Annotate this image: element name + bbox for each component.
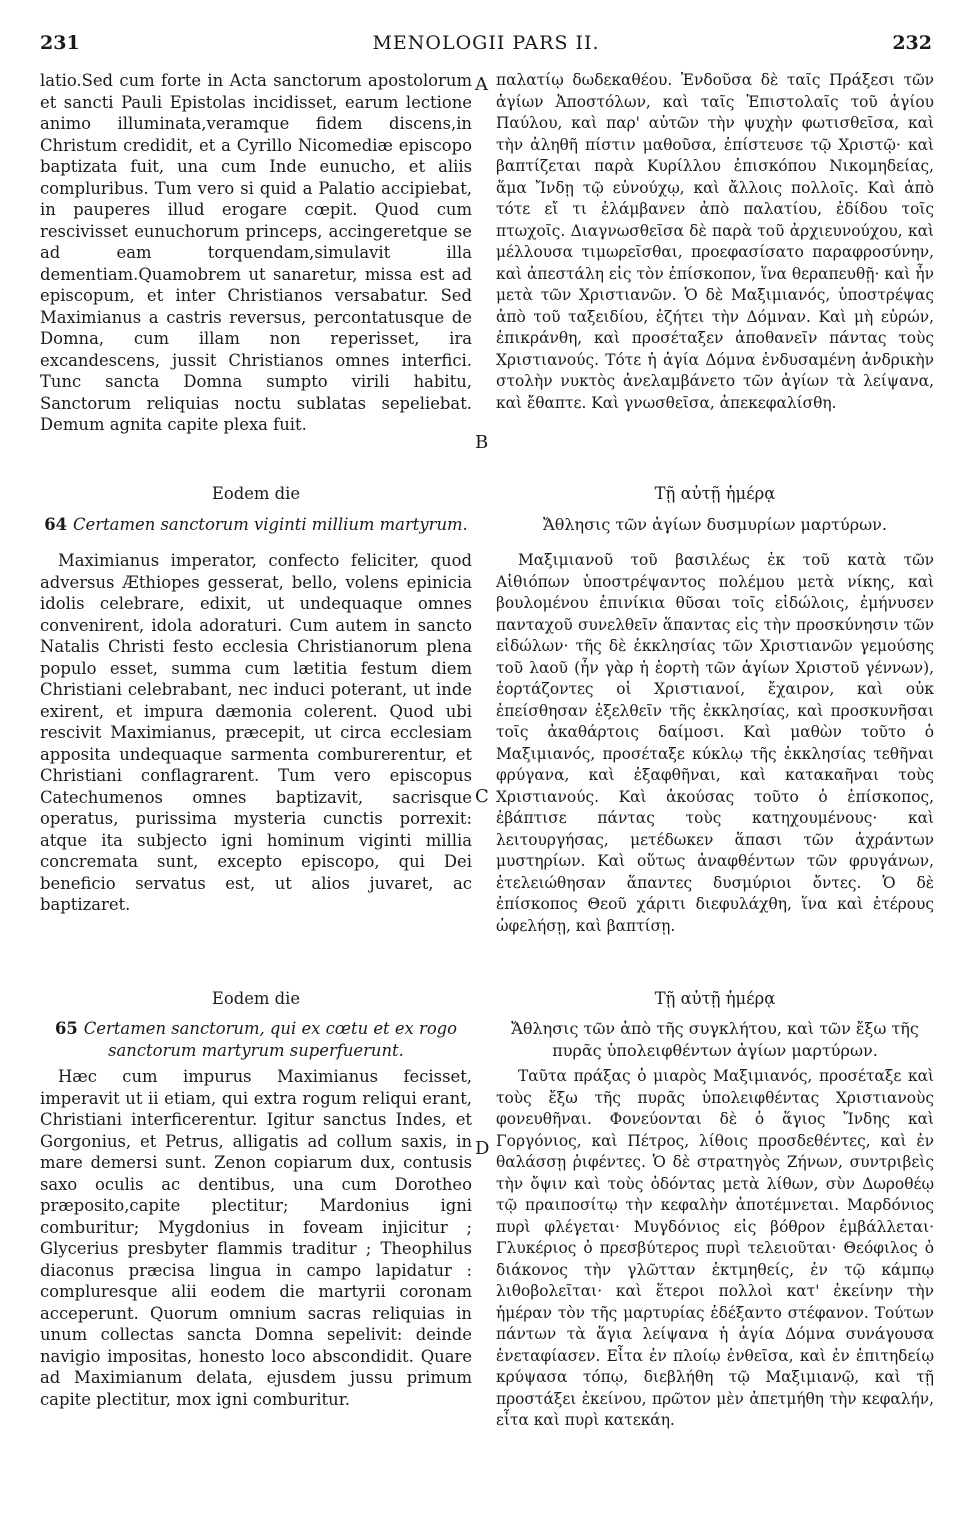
- page-title: MENOLOGII PARS II.: [372, 32, 600, 54]
- margin-marker-a: A: [475, 74, 488, 95]
- margin-marker-b: B: [475, 432, 489, 453]
- section2-heading-latin: [40, 483, 472, 505]
- section2-title-greek: [496, 514, 934, 536]
- page-number-left: 231: [40, 32, 80, 54]
- margin-marker-c: C: [475, 786, 489, 807]
- section1-latin: [40, 70, 472, 436]
- section2-latin-text: Maximianus imperator, confecto feliciter, quod adversus Æthiopes gesserat, bello, volens epinicia idolis celebrare, edixit, ut undequaque omnes convenirent, idola adoraturi. Cum autem in sancto Natalis Christi festo ecclesia Christianorum plena populo esset, summa cum lætitia festum diem Christiani celebrabant, nec induci poterant, ut inde exirent, et impura dæmonia colerent. Quod ubi rescivit Maximianus, præcepit, ut circa ecclesiam apposita undequaque sarmenta comburerentur, et Christiani conflagrarent. Tum vero episcopus Catechumenos omnes baptizavit, sacrisque operatus, purissima mysteria cunctis porrexit: atque ita subjecto igni hominum viginti millia concremata sunt, excepto episcopo, qui Dei beneficio servatus est, ut alios juvaret, ac baptizaret.: [40, 551, 472, 914]
- section2-heading-greek-text: Τῇ αὐτῇ ἡμέρᾳ: [654, 484, 776, 503]
- section3-heading-greek-text: Τῇ αὐτῇ ἡμέρᾳ: [654, 989, 776, 1008]
- section1-greek: [496, 70, 934, 414]
- section2-greek-text: Μαξιμιανοῦ τοῦ βασιλέως ἐκ τοῦ κατὰ τῶν Αἰθιόπων ὑποστρέψαντος πολέμου μετὰ νίκης, καὶ βουλομένου ἐπινίκια θῦσαι τοῖς εἰδώλοις, ἐμήνυσεν πανταχοῦ συνελθεῖν ἅπαντας εἰς τὴν προσκύνησιν τῶν εἰδώλων· τῆς δὲ ἐκκλησίας τῶν Χριστιανῶν γεμούσης τοῦ λαοῦ (ἦν γὰρ ἡ ἑορτὴ τῶν ἁγίων Χριστοῦ γέννων), ἑορτάζοντες οἱ Χριστιανοί, ἔχαιρον, καὶ οὐκ ἐπείσθησαν ἐξελθεῖν τῆς ἐκκλησίας, καὶ προσκυνῆσαι τοῖς ἀκαθάρτοις δαίμοσι. Καὶ μαθὼν τοῦτο ὁ Μαξιμιανός, προσέταξε κύκλῳ τῆς ἐκκλησίας τεθῆναι φρύγανα, καὶ ἐξαφθῆναι, καὶ κατακαῆναι τοὺς Χριστιανούς. Καὶ ἀκούσας τοῦτο ὁ ἐπίσκοπος, ἐβάπτισε πάντας τοὺς κατηχουμένους· καὶ λειτουργήσας, μετέδωκεν ἅπασι τῶν ἀχράντων μυστηρίων. Καὶ οὕτως ἀναφθέντων τῶν φρυγάνων, ἐτελειώθησαν ἅπαντες δυσμύριοι ὄντες. Ὁ δὲ ἐπίσκοπος Θεοῦ χάριτι διεφυλάχθη, ἵνα καὶ ἑτέρους ὠφελήσῃ, καὶ βαπτίσῃ.: [496, 551, 934, 935]
- section2-title-latin-text: Certamen sanctorum viginti millium martyrum.: [73, 515, 468, 534]
- section3-heading-latin: [40, 988, 472, 1010]
- section1-greek-text: παλατίῳ δωδεκαθέου. Ἐνδοῦσα δὲ ταῖς Πράξεσι τῶν ἁγίων Ἀποστόλων, καὶ ταῖς Ἐπιστολαῖς τοῦ ἁγίου Παύλου, καὶ παρ' αὐτῶν τὴν ψυχὴν φωτισθεῖσα, καὶ τὴν ἀληθῆ πίστιν μαθοῦσα, ἐπίστευσε τῷ Χριστῷ· καὶ βαπτίζεται παρὰ Κυρίλλου ἐπισκόπου Νικομηδείας, ἅμα Ἴνδῃ τῷ εὐνούχῳ, καὶ ἄλλοις πολλοῖς. Καὶ ἀπὸ τότε εἴ τι ἐλάμβανεν ἀπὸ παλατίου, ἐδίδου τοῖς πτωχοῖς. Διαγνωσθεῖσα δὲ παρὰ τοῦ ἀρχιευνούχου, καὶ μέλλουσα τιμωρεῖσθαι, προεφασίσατο παραφροσύνην, καὶ ἀπεστάλη εἰς τὸν ἐπίσκοπον, ἵνα θεραπευθῇ· καὶ ἦν μετὰ τῶν Χριστιανῶν. Ὁ δὲ Μαξιμιανός, ὑποστρέψας ἀπὸ τοῦ ταξειδίου, ἐζήτει τὴν Δόμναν. Καὶ μὴ εὑρών, ἐπικράνθη, καὶ προσέταξεν ἀποθανεῖν πάντας τοὺς Χριστιανούς. Τότε ἡ ἁγία Δόμνα ἐνδυσαμένη ἀνδρικὴν στολὴν νυκτὸς ἀνελαμβάνετο τῶν ἁγίων τὰ λείψανα, καὶ ἔθαπτε. Καὶ γνωσθεῖσα, ἀπεκεφαλίσθη.: [496, 71, 934, 412]
- section3-title-greek: [496, 1018, 934, 1062]
- section3-latin-text: Hæc cum impurus Maximianus fecisset, imperavit ut ii etiam, qui extra rogum reliqui erant, Christiani interficerentur. Igitur sanctus Indes, et Gorgonius, et Petrus, alligatis ad collum saxis, in mare demersi sunt. Zenon copiarum dux, contusis saxo oculis ac dentibus, una cum Dorotheo præposito,capite plectitur; Mardonius igni comburitur; Mygdonius in foveam injicitur ; Glycerius presbyter flammis traditur ; Theophilus diaconus præcisa lingua in campo lapidatur : compluresque alii eodem die martyrii coronam acceperunt. Quorum omnium sacras reliquias in unum collectas sancta Domna sepelivit: deinde navigio impositas, honesto loco abscondidit. Quare ad Maximianum delata, ejusdem jussu primum capite plectitur, mox igni comburitur.: [40, 1067, 472, 1409]
- section3-greek-text: Ταῦτα πράξας ὁ μιαρὸς Μαξιμιανός, προσέταξε καὶ τοὺς ἔξω τῆς πυρᾶς ὑπολειφθέντας Χριστιανοὺς φονευθῆναι. Φονεύονται δὲ ὁ ἅγιος Ἴνδης καὶ Γοργόνιος, καὶ Πέτρος, λίθοις προσδεθέντες, καὶ ἐν θαλάσσῃ ῥιφέντες. Ὁ δὲ στρατηγὸς Ζήνων, συντριβεὶς τὴν ὄψιν καὶ τοὺς ὀδόντας μετὰ λίθων, σὺν Δωροθέῳ τῷ πραιποσίτῳ τὴν κεφαλὴν ἀποτέμνεται. Μαρδόνιος πυρὶ φλέγεται· Μυγδόνιος εἰς βόθρον ἐμβάλλεται· Γλυκέριος ὁ πρεσβύτερος πυρὶ τελειοῦται· Θεόφιλος ὁ διάκονος τὴν γλῶτταν ἐκτμηθείς, ἐν τῷ κάμπῳ λιθοβολεῖται· καὶ ἕτεροι πολλοὶ κατ' ἐκείνην τὴν ἡμέραν τὸν τῆς μαρτυρίας ἐδέξαντο στέφανον. Τούτων πάντων τὰ ἅγια λείψανα ἡ ἁγία Δόμνα συνάγουσα ἐνεταφίασεν. Εἶτα ἐν πλοίῳ ἐνθεῖσα, καὶ ἐν ἐπιτηδείῳ κρύψασα τόπῳ, διεβλήθη τῷ Μαξιμιανῷ, καὶ τῇ προστάξει ἐκείνου, πρῶτον μὲν ἀπετμήθη τὴν κεφαλήν, εἶτα καὶ πυρὶ κατεκάη.: [496, 1067, 934, 1429]
- section2-latin: [40, 550, 472, 916]
- running-head: [40, 32, 932, 58]
- section2-heading-greek: [496, 483, 934, 505]
- section2-greek: [496, 550, 934, 937]
- section3-heading-greek: [496, 988, 934, 1010]
- section2-heading-latin-text: Eodem die: [211, 484, 301, 503]
- section1-latin-text: latio.Sed cum forte in Acta sanctorum apostolorum et sancti Pauli Epistolas incidisset, earum lectione animo illuminata,veramque fidem discens,in Christum credidit, et a Cyrillo Nicomediæ episcopo baptizata fuit, una cum Inde eunucho, et aliis compluribus. Tum vero si quid a Palatio accipiebat, in pauperes illud erogare cœpit. Quod cum rescivisset eunuchorum princeps, accingeretque se ad eam torquendam,simulavit illa dementiam.Quamobrem ut sanaretur, missa est ad episcopum, et inter Christianos versabatur. Sed Maximianus a castris reversus, percontatusque de Domna, cum illam non reperisset, ira excandescens, jussit Christianos omnes interfici. Tunc sancta Domna sumpto virili habitu, Sanctorum reliquias noctu sublatas sepeliebat. Demum agnita capite plexa fuit.: [40, 71, 472, 434]
- section3-title-latin: [40, 1018, 472, 1062]
- margin-marker-d: D: [475, 1138, 490, 1159]
- section3-heading-latin-text: Eodem die: [211, 989, 301, 1008]
- section3-latin: [40, 1066, 472, 1410]
- section3-title-greek-text: Ἄθλησις τῶν ἀπὸ τῆς συγκλήτου, καὶ τῶν ἔξω τῆς πυρᾶς ὑπολειφθέντων ἁγίων μαρτύρων.: [511, 1019, 919, 1060]
- section3-number: 65: [54, 1019, 78, 1038]
- section2-title-greek-text: Ἄθλησις τῶν ἁγίων δυσμυρίων μαρτύρων.: [543, 515, 887, 534]
- section2-title-latin: [40, 514, 472, 536]
- page-number-right: 232: [892, 32, 932, 54]
- section3-greek: [496, 1066, 934, 1432]
- section2-number: 64: [44, 515, 68, 534]
- section3-title-latin-text: Certamen sanctorum, qui ex cœtu et ex rogo sanctorum martyrum superfuerunt.: [83, 1019, 458, 1060]
